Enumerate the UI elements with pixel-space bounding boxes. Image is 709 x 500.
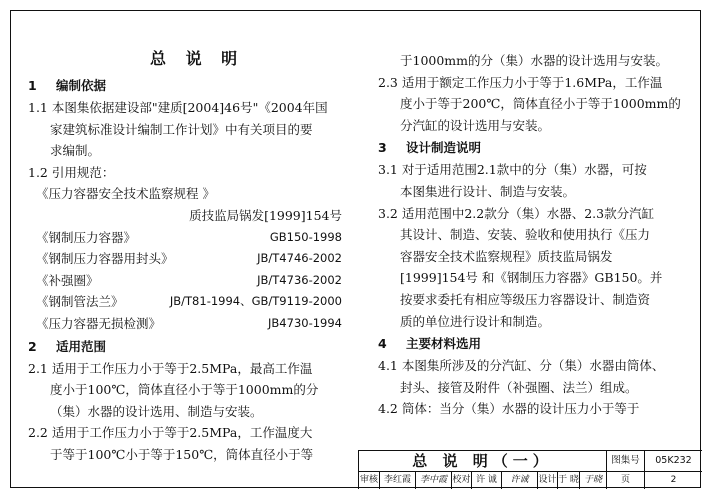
check-name: 许 诚 (471, 472, 501, 489)
paragraph-line: 封头、接管及附件（补强圈、法兰）组成。 (400, 379, 638, 395)
paragraph-line: 于等于100℃小于等于150℃，筒体直径小于等 (50, 446, 314, 462)
standard-code: JB4730-1994 (268, 315, 342, 330)
section-number: 3 (378, 140, 387, 156)
page-number: 2 (644, 472, 702, 489)
section-title: 编制依据 (56, 78, 107, 93)
paragraph-line: 其设计、制造、安装、验收和使用执行《压力 (400, 227, 651, 243)
standard-code: 质技监局锅发[1999]154号 (189, 207, 342, 223)
atlas-no-label: 图集号 (606, 451, 644, 471)
title-block-signature-row (359, 472, 702, 489)
section-number: 4 (378, 336, 387, 352)
standard-code: JB/T81-1994、GB/T9119-2000 (169, 294, 342, 309)
paragraph-line: （集）水器的设计选用、制造与安装。 (50, 403, 263, 419)
standard-row (28, 313, 350, 335)
title-block (358, 450, 702, 489)
standard-row (28, 291, 350, 313)
paragraph-line: 2.1 适用于工作压力小于等于2.5MPa，最高工作温 (28, 360, 313, 376)
standard-row (28, 227, 350, 249)
paragraph-line: 按要求委托有相应等级压力容器设计、制造资 (400, 291, 651, 307)
paragraph-line: 4.1 本图集所涉及的分汽缸、分（集）水器由筒体、 (378, 358, 665, 374)
right-column (378, 50, 690, 420)
review-signature: 李中霞 (415, 472, 451, 489)
paragraph-line: 1.1 本图集依据建设部"建质[2004]46号"《2004年国 (28, 100, 328, 115)
paragraph-line: 容器安全技术监察规程》质技监局锅发 (400, 248, 613, 264)
section-number: 2 (28, 338, 37, 354)
section-1-heading (28, 74, 350, 97)
paragraph-line: 于1000mm的分（集）水器的设计选用与安装。 (400, 53, 669, 68)
standard-code: JB/T4746-2002 (257, 251, 342, 266)
section-4-heading (378, 332, 690, 355)
paragraph-line: 1.2 引用规范： (28, 164, 115, 180)
paragraph-line: 本图集进行设计、制造与安装。 (400, 183, 576, 199)
paragraph-line: 2.2 适用于工作压力小于等于2.5MPa，工作温度大 (28, 425, 313, 441)
paragraph-line: 2.3 适用于额定工作压力小于等于1.6MPa，工作温 (378, 74, 663, 90)
section-number: 1 (28, 78, 37, 93)
paragraph-line: 质的单位进行设计和制造。 (400, 313, 551, 329)
page-label: 页 (606, 472, 644, 489)
paragraph-line: 3.2 适用范围中2.2款分（集）水器、2.3款分汽缸 (378, 205, 655, 221)
title-block-top-row (359, 451, 702, 472)
paragraph-line: 度小于等于200℃，筒体直径小于等于1000mm的 (400, 96, 681, 112)
design-label: 设计 (537, 472, 557, 489)
review-label: 审核 (359, 475, 378, 485)
standard-name: 《压力容器无损检测》 (36, 315, 162, 331)
paragraph-line: 分汽缸的设计选用与安装。 (400, 117, 551, 133)
section-title: 设计制造说明 (406, 140, 482, 156)
paragraph-line: [1999]154号 和《钢制压力容器》GB150。并 (400, 270, 663, 286)
section-2-heading (28, 335, 350, 358)
check-signature: 许诚 (501, 472, 537, 489)
standard-name: 《钢制管法兰》 (36, 294, 124, 310)
standard-code: GB150-1998 (269, 229, 342, 244)
design-name: 于 晓 (557, 472, 579, 489)
section-3-heading (378, 136, 690, 159)
section-title: 适用范围 (56, 338, 107, 354)
paragraph-line: 求编制。 (50, 143, 101, 159)
standard-name: 《补强圈》 (36, 272, 99, 288)
page-title: 总 说 明 (150, 49, 245, 68)
sheet-title: 总 说 明（一） (412, 452, 553, 470)
section-title: 主要材料选用 (406, 336, 482, 352)
standard-code: JB/T4736-2002 (257, 272, 342, 287)
standard-row (28, 248, 350, 270)
atlas-no: 05K232 (644, 451, 702, 471)
review-name: 李红霞 (379, 472, 415, 489)
check-label: 校对 (451, 472, 471, 489)
paragraph-line: 家建筑标准设计编制工作计划》中有关项目的要 (50, 121, 313, 137)
standard-row (28, 270, 350, 292)
paragraph-line: 4.2 筒体：当分（集）水器的设计压力小于等于 (378, 401, 640, 417)
design-signature: 于晓 (579, 472, 606, 489)
paragraph-line: 3.1 对于适用范围2.1款中的分（集）水器，可按 (378, 162, 647, 178)
standard-name: 《钢制压力容器用封头》 (36, 251, 174, 267)
paragraph-line: 度小于100℃，筒体直径小于等于1000mm的分 (50, 382, 319, 398)
standard-name: 《钢制压力容器》 (36, 229, 137, 245)
left-column (28, 74, 350, 466)
standard-name: 《压力容器安全技术监察规程 》 (36, 186, 215, 202)
